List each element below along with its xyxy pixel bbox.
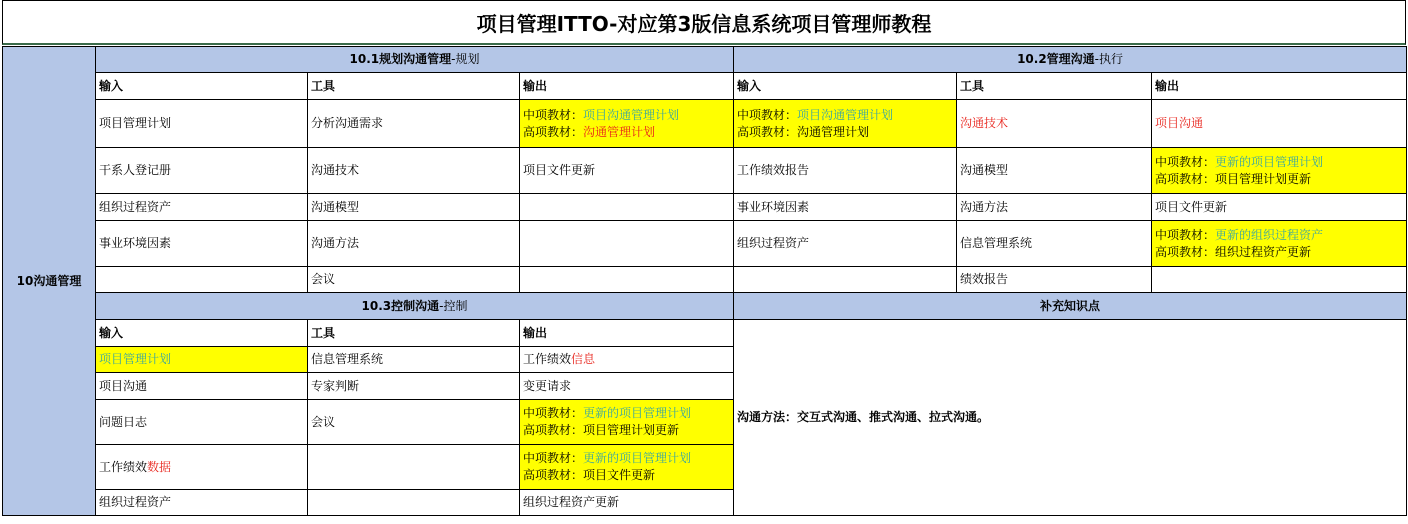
table-cell: 中项教材：更新的项目管理计划 高项教材：项目管理计划更新 bbox=[1152, 148, 1407, 194]
table-cell: 组织过程资产 bbox=[96, 490, 308, 516]
table-cell: 专家判断 bbox=[308, 373, 520, 400]
table-cell: 工作绩效信息 bbox=[520, 347, 734, 373]
table-cell bbox=[1152, 267, 1407, 293]
table-cell bbox=[734, 267, 957, 293]
table-cell: 组织过程资产 bbox=[96, 194, 308, 221]
table-cell: 项目管理计划 bbox=[96, 347, 308, 373]
section-header-10-2: 10.2管理沟通-执行 bbox=[734, 47, 1407, 73]
knowledge-area-label: 10沟通管理 bbox=[3, 47, 96, 516]
table-cell: 中项教材：更新的项目管理计划 高项教材：项目文件更新 bbox=[520, 445, 734, 490]
table-cell: 组织过程资产 bbox=[734, 221, 957, 267]
col-header-tool: 工具 bbox=[308, 320, 520, 347]
table-cell bbox=[520, 267, 734, 293]
table-cell: 中项教材：更新的组织过程资产 高项教材：组织过程资产更新 bbox=[1152, 221, 1407, 267]
section-header-supplement: 补充知识点 bbox=[734, 293, 1407, 320]
table-cell: 项目文件更新 bbox=[520, 148, 734, 194]
table-cell: 事业环境因素 bbox=[96, 221, 308, 267]
table-cell bbox=[308, 445, 520, 490]
table-cell bbox=[308, 490, 520, 516]
table-cell: 信息管理系统 bbox=[308, 347, 520, 373]
table-cell: 沟通技术 bbox=[957, 100, 1152, 148]
col-header-output: 输出 bbox=[520, 73, 734, 100]
table-cell: 中项教材：项目沟通管理计划 高项教材：沟通管理计划 bbox=[520, 100, 734, 148]
sheet-title: 项目管理ITTO-对应第3版信息系统项目管理师教程 bbox=[2, 0, 1406, 45]
table-cell: 中项教材：项目沟通管理计划 高项教材：沟通管理计划 bbox=[734, 100, 957, 148]
col-header-output: 输出 bbox=[520, 320, 734, 347]
table-cell: 分析沟通需求 bbox=[308, 100, 520, 148]
table-cell: 工作绩效报告 bbox=[734, 148, 957, 194]
table-cell: 沟通方法 bbox=[308, 221, 520, 267]
col-header-output: 输出 bbox=[1152, 73, 1407, 100]
table-cell: 项目沟通 bbox=[1152, 100, 1407, 148]
table-cell: 沟通模型 bbox=[957, 148, 1152, 194]
section-header-10-1: 10.1规划沟通管理-规划 bbox=[96, 47, 734, 73]
table-cell: 项目文件更新 bbox=[1152, 194, 1407, 221]
table-cell: 信息管理系统 bbox=[957, 221, 1152, 267]
table-cell: 组织过程资产更新 bbox=[520, 490, 734, 516]
col-header-input: 输入 bbox=[96, 73, 308, 100]
supplement-note: 沟通方法：交互式沟通、推式沟通、拉式沟通。 bbox=[734, 320, 1407, 516]
itto-table bbox=[2, 46, 1407, 516]
table-cell: 干系人登记册 bbox=[96, 148, 308, 194]
table-cell bbox=[520, 194, 734, 221]
table-cell: 会议 bbox=[308, 400, 520, 445]
table-cell: 绩效报告 bbox=[957, 267, 1152, 293]
table-cell: 工作绩效数据 bbox=[96, 445, 308, 490]
table-cell: 项目沟通 bbox=[96, 373, 308, 400]
col-header-tool: 工具 bbox=[957, 73, 1152, 100]
table-cell bbox=[96, 267, 308, 293]
table-cell: 会议 bbox=[308, 267, 520, 293]
table-cell bbox=[520, 221, 734, 267]
section-header-10-3: 10.3控制沟通-控制 bbox=[96, 293, 734, 320]
table-cell: 中项教材：更新的项目管理计划 高项教材：项目管理计划更新 bbox=[520, 400, 734, 445]
table-cell: 变更请求 bbox=[520, 373, 734, 400]
col-header-input: 输入 bbox=[96, 320, 308, 347]
col-header-tool: 工具 bbox=[308, 73, 520, 100]
col-header-input: 输入 bbox=[734, 73, 957, 100]
table-cell: 沟通方法 bbox=[957, 194, 1152, 221]
table-cell: 沟通技术 bbox=[308, 148, 520, 194]
table-cell: 事业环境因素 bbox=[734, 194, 957, 221]
table-cell: 项目管理计划 bbox=[96, 100, 308, 148]
table-cell: 沟通模型 bbox=[308, 194, 520, 221]
table-cell: 问题日志 bbox=[96, 400, 308, 445]
